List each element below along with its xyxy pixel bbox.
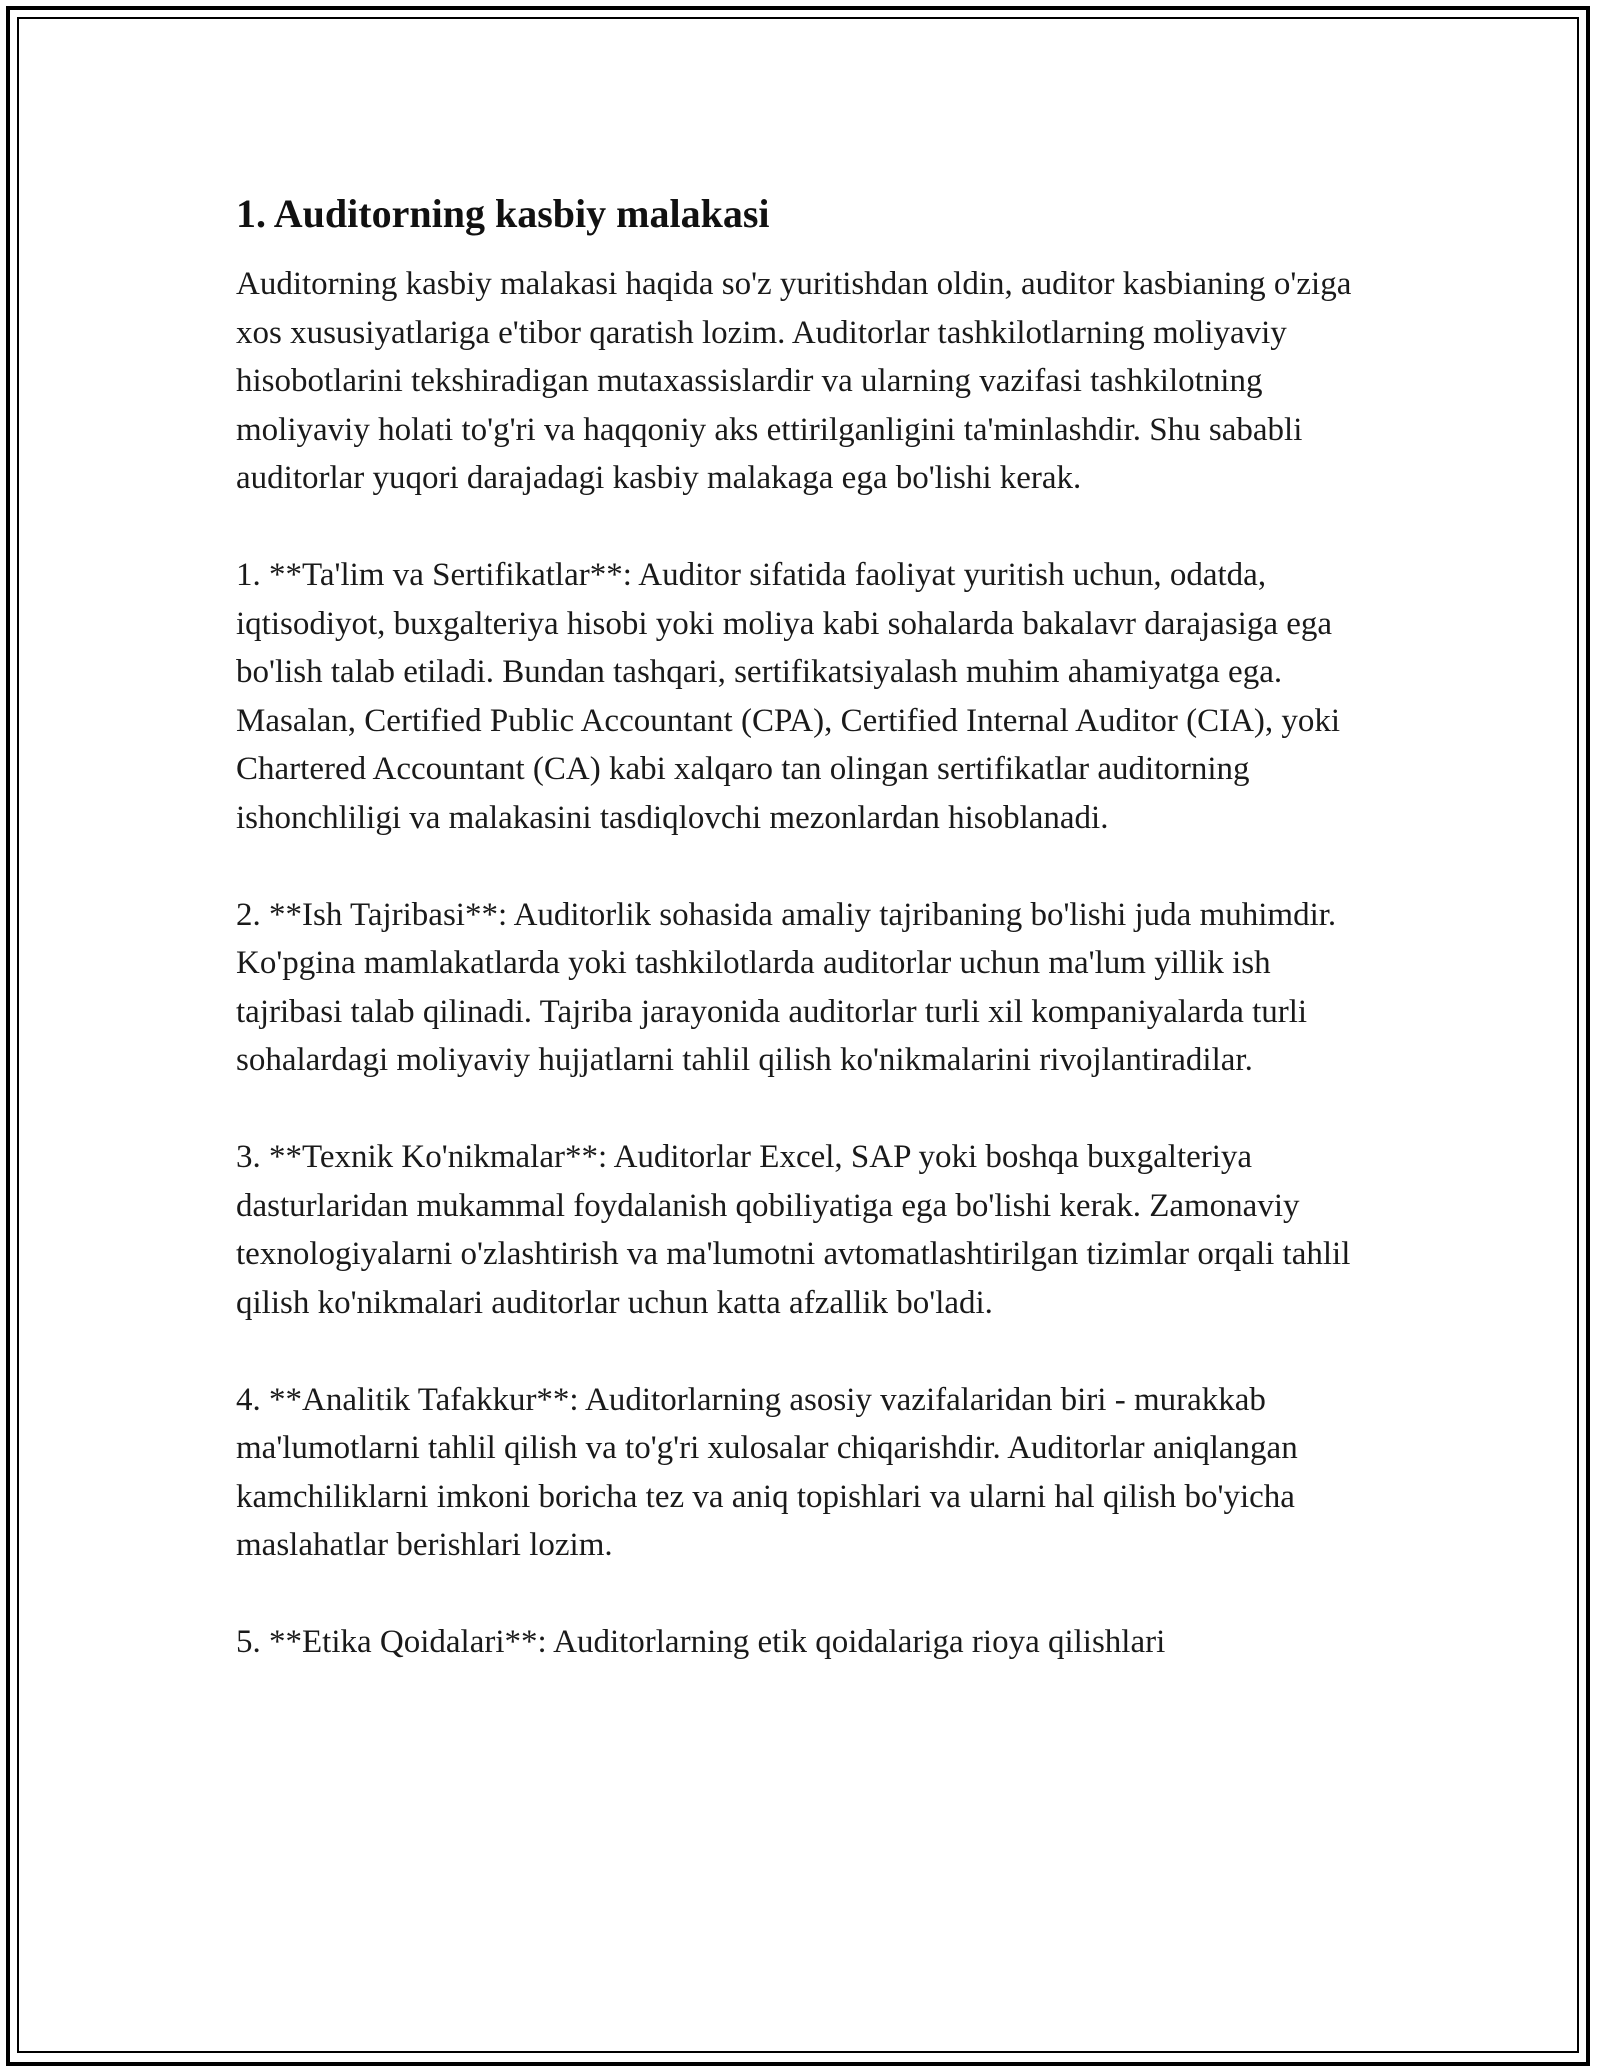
list-item-technical-skills: 3. **Texnik Ko'nikmalar**: Auditorlar Excel, SAP yoki boshqa buxgalteriya dasturlaridan mukammal foydalanish qobiliyatiga ega bo'lishi kerak. Zamonaviy texnologiyalarni o'zlashtirish va ma'lumotni avtomatlashtirilgan tizimlar orqali tahlil qilish ko'nikmalari auditorlar uchun katta afzallik bo'ladi. (236, 1139, 1351, 1321)
document-page (236, 188, 1366, 1715)
list-item-ethics-rules: 5. **Etika Qoidalari**: Auditorlarning etik qoidalariga rioya qilishlari (236, 1624, 1166, 1660)
list-item-work-experience: 2. **Ish Tajribasi**: Auditorlik sohasida amaliy tajribaning bo'lishi juda muhimdir. Ko'pgina mamlakatlarda yoki tashkilotlarda auditorlar uchun ma'lum yillik ish tajribasi talab qilinadi. Tajriba jarayonida auditorlar turli xil kompaniyalarda turli sohalardagi moliyaviy hujjatlarni tahlil qilish ko'nikmalarini rivojlantiradilar. (236, 896, 1337, 1078)
intro-paragraph: Auditorning kasbiy malakasi haqida so'z yuritishdan oldin, auditor kasbianing o'ziga xos xususiyatlariga e'tibor qaratish lozim. Auditorlar tashkilotlarning moliyaviy hisobotlarini tekshiradigan mutaxassislardir va ularning vazifasi tashkilotning moliyaviy holati to'g'ri va haqqoniy aks ettirilganligini ta'minlashdir. Shu sababli auditorlar yuqori darajadagi kasbiy malakaga ega bo'lishi kerak. (236, 266, 1352, 496)
list-item-education-certificates: 1. **Ta'lim va Sertifikatlar**: Auditor sifatida faoliyat yuritish uchun, odatda, iqtisodiyot, buxgalteriya hisobi yoki moliya kabi sohalarda bakalavr darajasiga ega bo'lish talab etiladi. Bundan tashqari, sertifikatsiyalash muhim ahamiyatga ega. Masalan, Certified Public Accountant (CPA), Certified Internal Auditor (CIA), yoki Chartered Accountant (CA) kabi xalqaro tan olingan sertifikatlar auditorning ishonchliligi va malakasini tasdiqlovchi mezonlardan hisoblanadi. (236, 557, 1341, 836)
page-title: 1. Auditorning kasbiy malakasi (236, 191, 770, 236)
list-item-analytical-thinking: 4. **Analitik Tafakkur**: Auditorlarning asosiy vazifalaridan biri - murakkab ma'lumotlarni tahlil qilish va to'g'ri xulosalar chiqarishdir. Auditorlar aniqlangan kamchiliklarni imkoni boricha tez va aniq topishlari va ularni hal qilish bo'yicha maslahatlar berishlari lozim. (236, 1381, 1298, 1563)
